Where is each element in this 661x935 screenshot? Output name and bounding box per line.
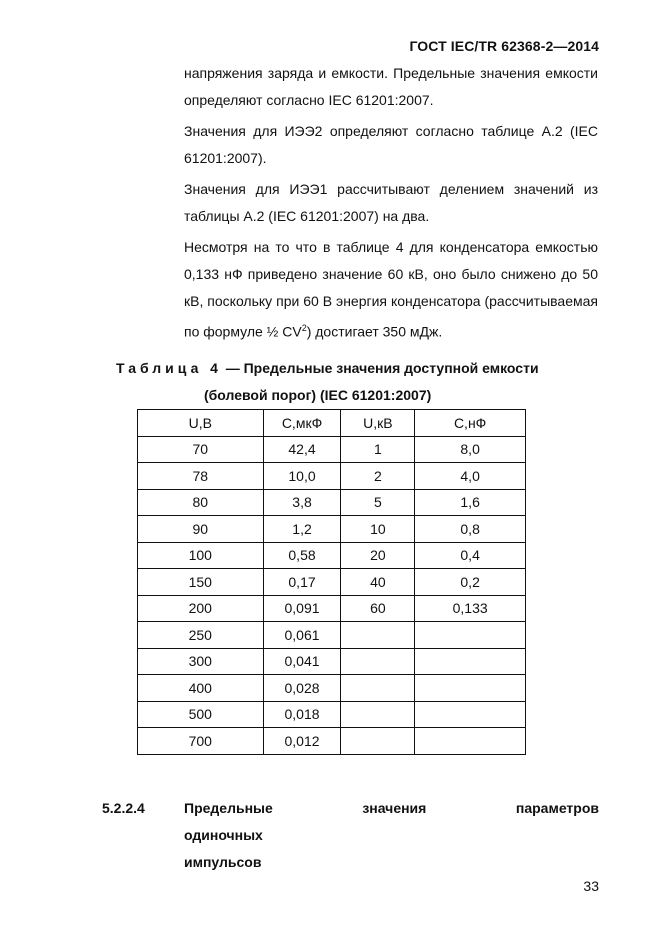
table-cell: 1,6 bbox=[415, 489, 526, 516]
table-caption bbox=[100, 355, 600, 409]
table-header-cell: С,нФ bbox=[415, 410, 526, 437]
table-cell: 0,041 bbox=[263, 648, 341, 675]
table-cell: 0,58 bbox=[263, 542, 341, 569]
table-cell bbox=[341, 622, 415, 649]
table-cell: 80 bbox=[138, 489, 264, 516]
table-cell: 42,4 bbox=[263, 436, 341, 463]
table-caption-title: — Предельные значения доступной емкости bbox=[225, 360, 539, 376]
table-header-row bbox=[138, 410, 526, 437]
table-cell: 10,0 bbox=[263, 463, 341, 490]
table-cell: 78 bbox=[138, 463, 264, 490]
table-row bbox=[138, 675, 526, 702]
paragraph-4-text-end: ) достигает 350 мДж. bbox=[306, 323, 443, 340]
table-row bbox=[138, 463, 526, 490]
table-cell: 400 bbox=[138, 675, 264, 702]
table-cell: 1 bbox=[341, 436, 415, 463]
table-caption-number: 4 bbox=[210, 360, 218, 376]
table-cell: 90 bbox=[138, 516, 264, 543]
table-cell: 4,0 bbox=[415, 463, 526, 490]
table-cell: 2 bbox=[341, 463, 415, 490]
section-title-line-1: Предельные значения параметров одиночных bbox=[184, 800, 599, 843]
body-text bbox=[184, 60, 598, 350]
superscript-exponent: 2 bbox=[301, 323, 307, 333]
table-row bbox=[138, 516, 526, 543]
table-cell bbox=[415, 701, 526, 728]
table-cell: 20 bbox=[341, 542, 415, 569]
table-cell: 0,091 bbox=[263, 595, 341, 622]
paragraph-4-text: Несмотря на то что в таблице 4 для конденсатора емкостью 0,133 нФ приведено значение 60 кВ, оно было снижено до 50 кВ, поскольку при 60 В энергия конденсатора (рассчитываемая по формуле ½ CV bbox=[184, 239, 598, 340]
table-cell bbox=[415, 648, 526, 675]
table-cell bbox=[415, 675, 526, 702]
table-cell: 70 bbox=[138, 436, 264, 463]
document-code-header: ГОСТ IEC/TR 62368-2—2014 bbox=[409, 38, 599, 54]
table-row bbox=[138, 436, 526, 463]
paragraph-3: Значения для ИЭЭ1 рассчитывают делением значений из таблицы А.2 (IEC 61201:2007) на два. bbox=[184, 181, 598, 224]
paragraph-1: напряжения заряда и емкости. Предельные значения емкости определяют согласно IEC 61201:2007. bbox=[184, 65, 598, 108]
table-cell: 200 bbox=[138, 595, 264, 622]
table-cell: 5 bbox=[341, 489, 415, 516]
table-cell: 150 bbox=[138, 569, 264, 596]
limits-table bbox=[137, 409, 526, 755]
table-row bbox=[138, 542, 526, 569]
table-cell: 0,012 bbox=[263, 728, 341, 755]
table-row bbox=[138, 728, 526, 755]
table-cell bbox=[341, 728, 415, 755]
paragraph-2: Значения для ИЭЭ2 определяют согласно таблице А.2 (IEC 61201:2007). bbox=[184, 123, 598, 166]
table-cell: 0,8 bbox=[415, 516, 526, 543]
table-body bbox=[138, 436, 526, 754]
paragraph-4 bbox=[184, 234, 598, 346]
table-cell: 0,133 bbox=[415, 595, 526, 622]
table-cell: 60 bbox=[341, 595, 415, 622]
table-row bbox=[138, 622, 526, 649]
table-cell: 0,028 bbox=[263, 675, 341, 702]
section-number: 5.2.2.4 bbox=[102, 800, 145, 816]
section-heading bbox=[102, 795, 599, 876]
table-cell bbox=[415, 622, 526, 649]
table-row bbox=[138, 489, 526, 516]
table-cell: 0,17 bbox=[263, 569, 341, 596]
table-cell: 1,2 bbox=[263, 516, 341, 543]
table-cell: 40 bbox=[341, 569, 415, 596]
table-cell: 0,061 bbox=[263, 622, 341, 649]
table-header-cell: U,кВ bbox=[341, 410, 415, 437]
section-title-line-2: импульсов bbox=[184, 854, 262, 870]
table-cell: 100 bbox=[138, 542, 264, 569]
table-header-cell: U,В bbox=[138, 410, 264, 437]
table-row bbox=[138, 648, 526, 675]
table-caption-line-2: (болевой порог) (IEC 61201:2007) bbox=[204, 387, 432, 403]
table-header-cell: С,мкФ bbox=[263, 410, 341, 437]
table-cell: 700 bbox=[138, 728, 264, 755]
table-cell: 3,8 bbox=[263, 489, 341, 516]
table-row bbox=[138, 701, 526, 728]
table-cell: 0,018 bbox=[263, 701, 341, 728]
table-cell bbox=[341, 675, 415, 702]
table-cell: 250 bbox=[138, 622, 264, 649]
table-cell: 500 bbox=[138, 701, 264, 728]
table-cell bbox=[341, 648, 415, 675]
table-cell: 300 bbox=[138, 648, 264, 675]
table-caption-label: Таблица bbox=[116, 360, 203, 376]
table-cell bbox=[341, 701, 415, 728]
table-cell: 0,4 bbox=[415, 542, 526, 569]
table-caption-line-1 bbox=[100, 355, 600, 382]
table-cell: 10 bbox=[341, 516, 415, 543]
table-cell bbox=[415, 728, 526, 755]
page-number: 33 bbox=[583, 878, 599, 894]
table-cell: 8,0 bbox=[415, 436, 526, 463]
table-row bbox=[138, 569, 526, 596]
table-row bbox=[138, 595, 526, 622]
table-cell: 0,2 bbox=[415, 569, 526, 596]
